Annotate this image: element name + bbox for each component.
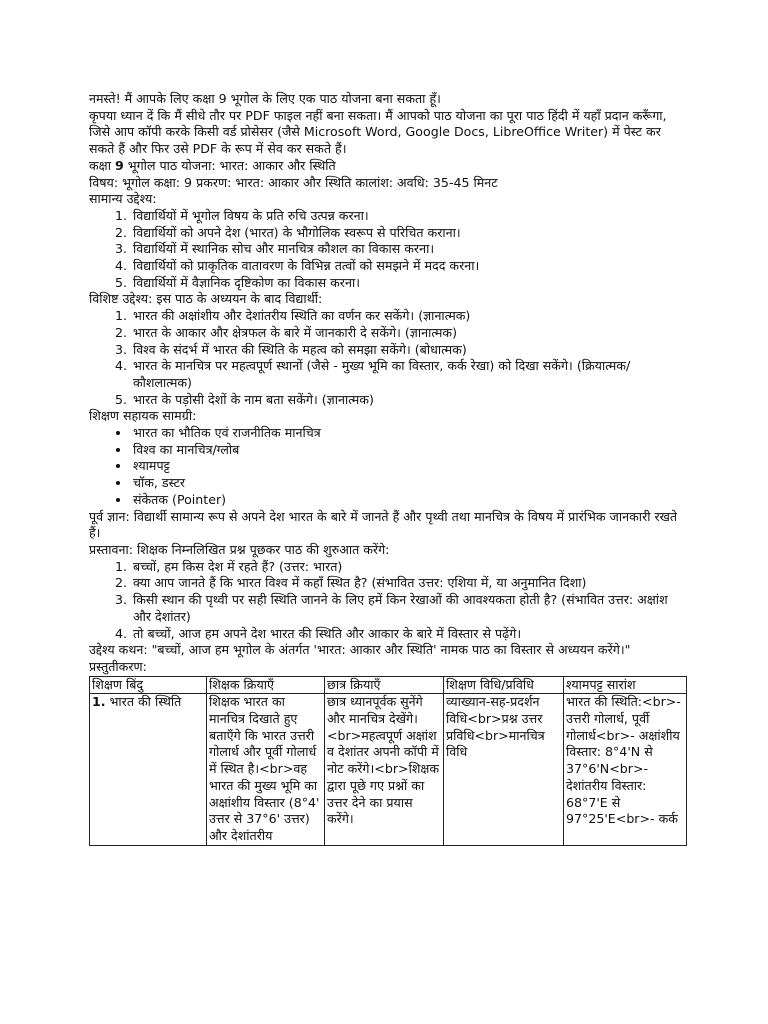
specific-objectives-list bbox=[89, 308, 689, 408]
list-item: 4. भारत के मानचित्र पर महत्वपूर्ण स्थानों (जैसे - मुख्य भूमि का विस्तार, कर्क रेखा) को दिखा सकेंगे। (क्रियात्मक/कौशलात्मक) bbox=[131, 358, 689, 391]
column-header: शिक्षक क्रियाएँ bbox=[207, 676, 325, 694]
board-summary-cell: भारत की स्थिति:<br>- उत्तरी गोलार्ध, पूर्वी गोलार्ध<br>- अक्षांशीय विस्तार: 8°4'N से 37°6'N<br>- देशांतरीय विस्तार: 68°7'E से 97°25'E<br>- कर्क bbox=[564, 694, 687, 845]
list-item: 2. विद्यार्थियों को अपने देश (भारत) के भौगोलिक स्वरूप से परिचित कराना। bbox=[131, 225, 689, 242]
general-objectives-title: सामान्य उद्देश्य: bbox=[89, 191, 157, 207]
teaching-aids-list bbox=[89, 425, 689, 509]
list-item: 3. विद्यार्थियों में स्थानिक सोच और मानचित्र कौशल का विकास करना। bbox=[131, 241, 689, 258]
list-item: • भारत का भौतिक एवं राजनीतिक मानचित्र bbox=[131, 425, 689, 442]
heading-rest: भूगोल पाठ योजना: भारत: आकार और स्थिति bbox=[123, 157, 336, 173]
note-paragraph: कृपया ध्यान दें कि मैं सीधे तौर पर PDF फाइल नहीं बना सकता। मैं आपको पाठ योजना का पूरा पाठ हिंदी में यहाँ प्रदान करूँगा, जिसे आप कॉपी करके किसी वर्ड प्रोसेसर (जैसे Microsoft Word, Google Docs, LibreOffice Writer) में पेस्ट कर सकते हैं और फिर उसे PDF के रूप में सेव कर सकते हैं। bbox=[89, 107, 667, 157]
list-item: 5. विद्यार्थियों में वैज्ञानिक दृष्टिकोण का विकास करना। bbox=[131, 275, 689, 292]
list-item: 4. तो बच्चों, आज हम अपने देश भारत की स्थिति और आकार के बारे में विस्तार से पढ़ेंगे। bbox=[131, 626, 689, 643]
introduction-title: प्रस्तावना: शिक्षक निम्नलिखित प्रश्न पूछकर पाठ की शुरुआत करेंगे: bbox=[89, 541, 390, 557]
column-header: श्यामपट्ट सारांश bbox=[564, 676, 687, 694]
list-item: 4. विद्यार्थियों को प्राकृतिक वातावरण के विभिन्न तत्वों को समझने में मदद करना। bbox=[131, 258, 689, 275]
list-item: 5. भारत के पड़ोसी देशों के नाम बता सकेंगे। (ज्ञानात्मक) bbox=[131, 392, 689, 409]
aim-statement: उद्देश्य कथन: "बच्चों, आज हम भूगोल के अंतर्गत 'भारत: आकार और स्थिति' नामक पाठ का विस्तार से अध्ययन करेंगे।" bbox=[89, 642, 631, 658]
prior-knowledge: पूर्व ज्ञान: विद्यार्थी सामान्य रूप से अपने देश भारत के बारे में जानते हैं और पृथ्वी तथा मानचित्र के विषय में प्रारंभिक जानकारी रखते हैं। bbox=[89, 508, 678, 541]
list-item: • संकेतक (Pointer) bbox=[131, 492, 689, 509]
table-header-row bbox=[90, 676, 687, 694]
list-item: 2. भारत के आकार और क्षेत्रफल के बारे में जानकारी दे सकेंगे। (ज्ञानात्मक) bbox=[131, 325, 689, 342]
introduction-questions-list bbox=[89, 559, 689, 643]
list-item: 1. विद्यार्थियों में भूगोल विषय के प्रति रुचि उत्पन्न करना। bbox=[131, 208, 689, 225]
column-header: शिक्षण विधि/प्रविधि bbox=[444, 676, 564, 694]
student-activity-cell: छात्र ध्यानपूर्वक सुनेंगे और मानचित्र देखेंगे।<br>महत्वपूर्ण अक्षांश व देशांतर अपनी कॉपी में नोट करेंगे।<br>शिक्षक द्वारा पूछे गए प्रश्नों का उत्तर देने का प्रयास करेंगे। bbox=[325, 694, 444, 845]
column-header: छात्र क्रियाएँ bbox=[325, 676, 444, 694]
list-item: 3. विश्व के संदर्भ में भारत की स्थिति के महत्व को समझा सकेंगे। (बोधात्मक) bbox=[131, 342, 689, 359]
presentation-table bbox=[89, 676, 687, 846]
subject-line: विषय: भूगोल कक्षा: 9 प्रकरण: भारत: आकार और स्थिति कालांश: अवधि: 35-45 मिनट bbox=[89, 174, 498, 190]
lesson-heading bbox=[89, 158, 689, 175]
heading-prefix: कक्षा bbox=[89, 157, 115, 173]
specific-objectives-title: विशिष्ट उद्देश्य: इस पाठ के अध्ययन के बाद विद्यार्थी: bbox=[89, 291, 323, 307]
method-cell: व्याख्यान-सह-प्रदर्शन विधि<br>प्रश्न उत्तर प्रविधि<br>मानचित्र विधि bbox=[444, 694, 564, 845]
teacher-activity-cell: शिक्षक भारत का मानचित्र दिखाते हुए बताएँगे कि भारत उत्तरी गोलार्ध और पूर्वी गोलार्ध में स्थित है।<br>वह भारत की मुख्य भूमि का अक्षांशीय विस्तार (8°4' उत्तर से 37°6' उत्तर) और देशांतरीय bbox=[207, 694, 325, 845]
list-item: 2. क्या आप जानते हैं कि भारत विश्व में कहाँ स्थित है? (संभावित उत्तर: एशिया में, या अनुमानित दिशा) bbox=[131, 575, 689, 592]
presentation-title: प्रस्तुतीकरण: bbox=[89, 658, 147, 674]
list-item: • श्यामपट्ट bbox=[131, 458, 689, 475]
list-item: 3. किसी स्थान की पृथ्वी पर सही स्थिति जानने के लिए हमें किन रेखाओं की आवश्यकता होती है? (संभावित उत्तर: अक्षांश और देशांतर) bbox=[131, 592, 689, 625]
column-header: शिक्षण बिंदु bbox=[90, 676, 207, 694]
list-item: • चॉक, डस्टर bbox=[131, 475, 689, 492]
document-page bbox=[89, 91, 689, 846]
point-number: 1. bbox=[92, 694, 106, 710]
heading-grade: 9 bbox=[114, 157, 124, 173]
point-text: भारत की स्थिति bbox=[105, 694, 182, 710]
list-item: • विश्व का मानचित्र/ग्लोब bbox=[131, 442, 689, 459]
table-row bbox=[90, 694, 687, 845]
general-objectives-list bbox=[89, 208, 689, 292]
teaching-aids-title: शिक्षण सहायक सामग्री: bbox=[89, 408, 197, 424]
list-item: 1. बच्चों, हम किस देश में रहते हैं? (उत्तर: भारत) bbox=[131, 559, 689, 576]
list-item: 1. भारत की अक्षांशीय और देशांतरीय स्थिति का वर्णन कर सकेंगे। (ज्ञानात्मक) bbox=[131, 308, 689, 325]
greeting-line: नमस्ते! मैं आपके लिए कक्षा 9 भूगोल के लिए एक पाठ योजना बना सकता हूँ। bbox=[89, 91, 441, 106]
teaching-point-cell bbox=[90, 694, 207, 845]
